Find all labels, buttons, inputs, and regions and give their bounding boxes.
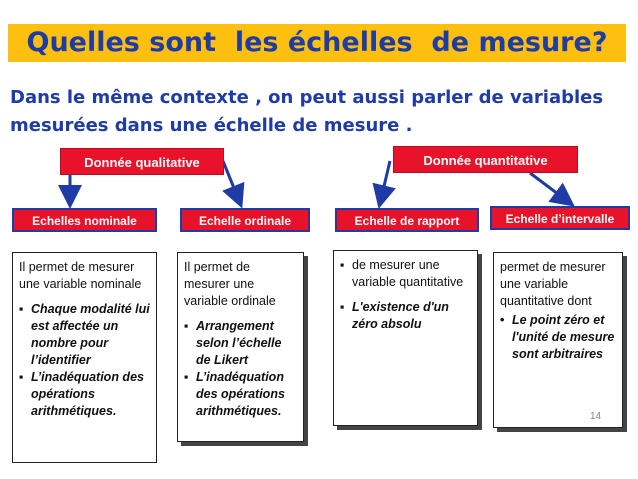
- card-rapport-bullet: ▪ L'existence d'un zéro absolu: [340, 299, 471, 333]
- arrow-quantitative-intervalle: [530, 173, 570, 203]
- card-intervalle: [493, 252, 623, 428]
- scale-ordinale: Echelle ordinale: [180, 208, 310, 232]
- card-nominale: [12, 252, 157, 463]
- card-ordinale: [177, 252, 304, 442]
- card-intervalle-bullet: • Le point zéro et l'unité de mesure sont arbitraires: [500, 312, 616, 363]
- card-ordinale-text: Il permet de mesurer une variable ordinale: [184, 260, 276, 308]
- card-nominale-bullet: ▪ L’inadéquation des opérations arithmétiques.: [19, 369, 150, 420]
- category-qualitative: Donnée qualitative: [60, 148, 224, 175]
- card-nominale-bullet: ▪ Chaque modalité lui est affectée un nombre pour l’identifier: [19, 301, 150, 369]
- scale-intervalle: Echelle d’intervalle: [490, 206, 630, 230]
- intro-text: Dans le même contexte , on peut aussi parler de variables mesurées dans une échelle de mesure .: [10, 87, 604, 136]
- scale-nominale: Echelles nominale: [12, 208, 157, 232]
- category-quantitative: Donnée quantitative: [393, 146, 578, 173]
- arrow-qualitative-ordinale: [223, 161, 240, 203]
- scale-rapport: Echelle de rapport: [335, 208, 479, 232]
- page-number: 14: [590, 411, 602, 422]
- card-ordinale-bullet: ▪ Arrangement selon l’échelle de Likert: [184, 318, 297, 369]
- card-ordinale-bullet: ▪ L’inadéquation des opérations arithmétiques.: [184, 369, 297, 420]
- card-nominale-text: Il permet de mesurer une variable nominale: [19, 260, 142, 291]
- arrow-quantitative-rapport: [380, 161, 390, 203]
- card-rapport-bullet: ▪ de mesurer une variable quantitative: [340, 257, 471, 291]
- page-title: Quelles sont les échelles de mesure?: [26, 27, 608, 58]
- card-rapport: [333, 250, 478, 426]
- card-intervalle-text: permet de mesurer une variable quantitative dont: [500, 260, 606, 308]
